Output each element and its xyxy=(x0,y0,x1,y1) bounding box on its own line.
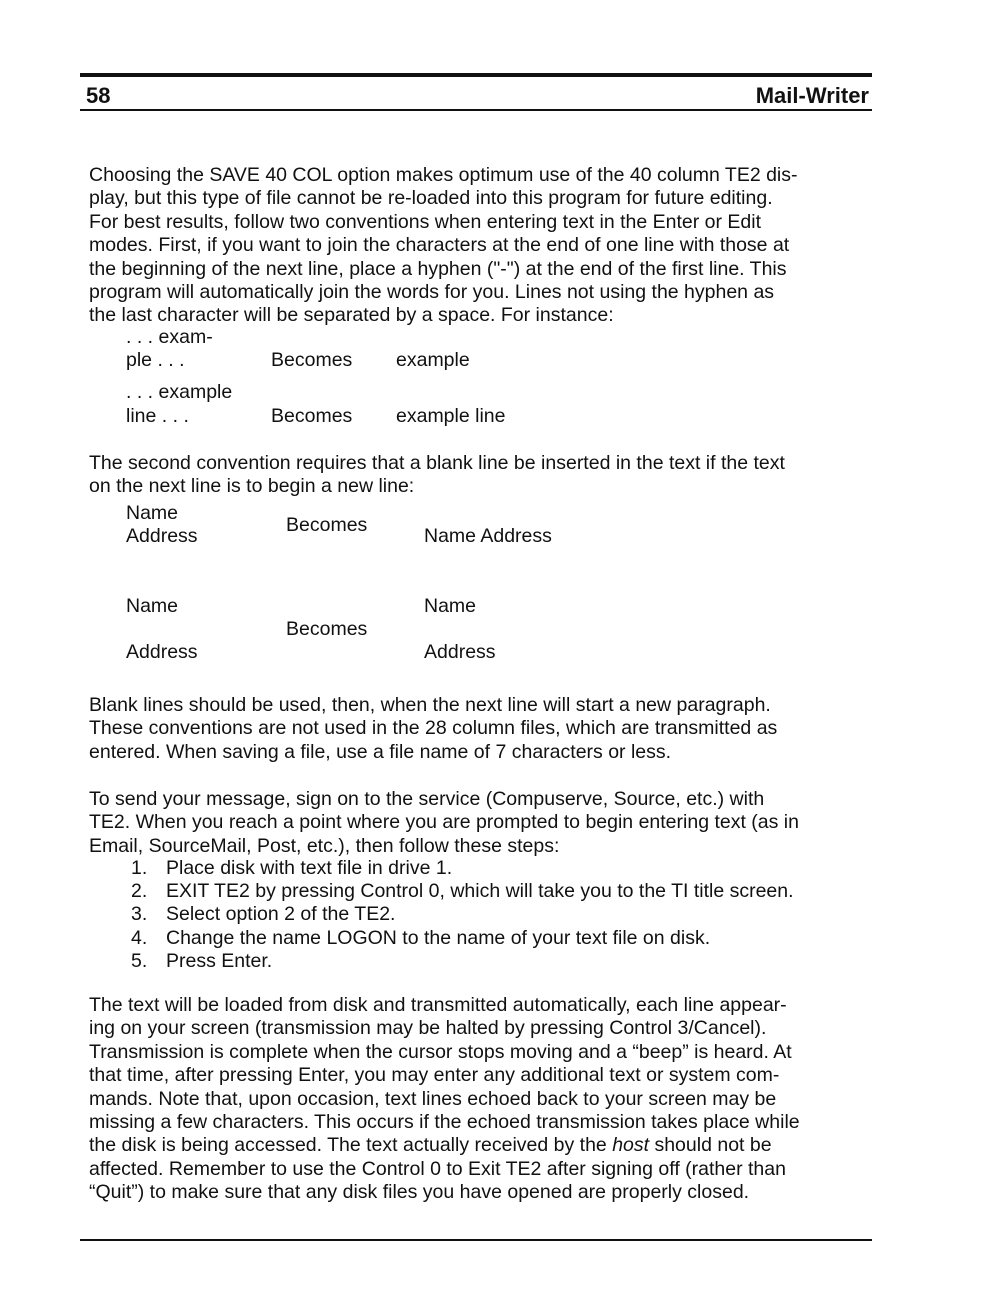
step-number: 3. xyxy=(131,903,148,925)
paragraph-blank-lines: Blank lines should be used, then, when the next line will start a new paragraph. These conventions are not used in the 28 column files, which are transmitted as entered. When saving a file, use a file name of 7 characters or less. xyxy=(89,694,778,763)
example-space-becomes: Becomes xyxy=(271,405,353,427)
step-text: Place disk with text file in drive 1. xyxy=(166,857,453,879)
paragraph-transmission-part1: The text will be loaded from disk and transmitted automatically, each line appear- ing on your screen (transmission may be halted by pressing Control 3/Cancel). Transmission is complete when the cursor stops moving and a “beep” is heard. At that time, after pressing Enter, you may enter any additional text or system com- mands. Note that, upon occasion, text lines echoed back to your screen may be missing a few characters. This occurs if the echoed transmission takes place while the disk is being accessed. The text actually received by the xyxy=(89,994,800,1157)
example-blank-becomes: Becomes xyxy=(286,618,368,640)
host-emphasis: host xyxy=(612,1134,650,1157)
step-number: 1. xyxy=(131,857,148,879)
paragraph-transmission-part2: should not be affected. Remember to use the Control 0 to Exit TE2 after signing off (rather than “Quit”) to make sure that any disk files you have opened are properly closed. xyxy=(89,1134,786,1204)
paragraph-save-40-col: Choosing the SAVE 40 COL option makes optimum use of the 40 column TE2 dis- play, but this type of file cannot be re-loaded into this program for future editing. For best results, follow two conventions when entering text in the Enter or Edit modes. First, if you want to join the characters at the end of one line with those at the beginning of the next line, place a hyphen ("-") at the end of the first line. This program will automatically join the words for you. Lines not using the hyphen as the last character will be separated by a space. For instance: xyxy=(89,164,798,327)
example-join-becomes: Becomes xyxy=(286,514,368,536)
example-join-result: Name Address xyxy=(424,525,552,547)
page-number: 58 xyxy=(86,83,111,108)
example-blank-address: Address xyxy=(126,641,198,663)
example-hyphen-line2: ple . . . xyxy=(126,349,185,371)
example-blank-result-name: Name xyxy=(424,595,477,617)
step-number: 5. xyxy=(131,950,148,972)
header-rule-top xyxy=(80,73,872,77)
step-number: 4. xyxy=(131,927,148,949)
paragraph-second-convention: The second convention requires that a blank line be inserted in the text if the text on the next line is to begin a new line: xyxy=(89,452,785,498)
example-join-name: Name xyxy=(126,502,179,524)
example-blank-name: Name xyxy=(126,595,179,617)
example-space-result: example line xyxy=(396,405,506,427)
example-hyphen-result: example xyxy=(396,349,470,371)
step-text: EXIT TE2 by pressing Control 0, which will take you to the TI title screen. xyxy=(166,880,794,902)
example-space-line2: line . . . xyxy=(126,405,189,427)
example-hyphen-becomes: Becomes xyxy=(271,349,353,371)
example-space-line1: . . . example xyxy=(126,381,233,403)
running-title: Mail-Writer xyxy=(755,83,869,108)
step-number: 2. xyxy=(131,880,148,902)
footer-rule xyxy=(80,1239,872,1241)
paragraph-transmission xyxy=(89,994,879,1205)
step-text: Select option 2 of the TE2. xyxy=(166,903,396,925)
step-text: Change the name LOGON to the name of your text file on disk. xyxy=(166,927,711,949)
example-blank-result-address: Address xyxy=(424,641,496,663)
example-join-address: Address xyxy=(126,525,198,547)
paragraph-send-message: To send your message, sign on to the service (Compuserve, Source, etc.) with TE2. When you reach a point where you are prompted to begin entering text (as in Email, SourceMail, Post, etc.), then follow these steps: xyxy=(89,788,799,857)
header-rule-bottom xyxy=(80,109,872,111)
example-hyphen-line1: . . . exam- xyxy=(126,326,213,348)
step-text: Press Enter. xyxy=(166,950,273,972)
